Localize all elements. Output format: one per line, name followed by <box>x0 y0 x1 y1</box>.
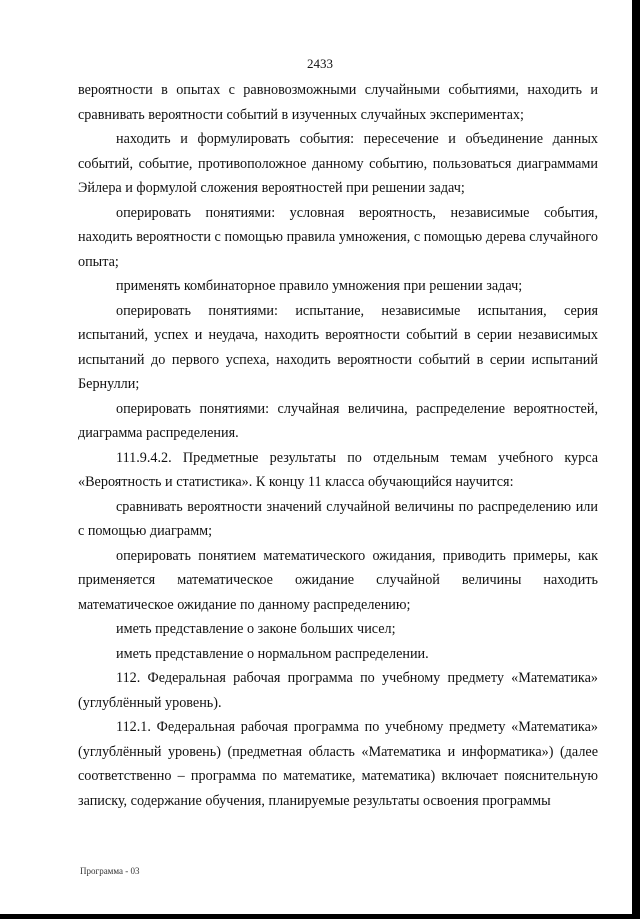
paragraph: оперировать понятием математического ожидания, приводить примеры, как применяется математическое ожидание случайной величины находить математическое ожидание по данному распределению; <box>78 547 598 613</box>
section-heading-111-9-4-2: 111.9.4.2. Предметные результаты по отдельным темам учебного курса «Вероятность и статистика». К концу 11 класса обучающийся научится: <box>78 449 598 490</box>
paragraph: оперировать понятиями: случайная величина, распределение вероятностей, диаграмма распределения. <box>78 400 598 441</box>
paragraph-continuation: вероятности в опытах с равновозможными случайными событиями, находить и сравнивать вероятности событий в изученных случайных экспериментах; <box>78 82 598 123</box>
paragraph: находить и формулировать события: пересечение и объединение данных событий, событие, противоположное данному событию, пользоваться диаграммами Эйлера и формулой сложения вероятностей при решении задач; <box>78 131 598 196</box>
paragraph: иметь представление о нормальном распределении. <box>116 645 429 662</box>
section-heading-112-1: 112.1. Федеральная рабочая программа по учебному предмету «Математика» (углублённый уровень) (предметная область «Математика и информатика») (далее соответственно – программа по математике, математика) включает пояснительную записку, содержание обучения, планируемые результаты освоения программы <box>78 719 598 809</box>
paragraph: оперировать понятиями: испытание, независимые испытания, серия испытаний, успех и неудача, находить вероятности событий в серии независимых испытаний до первого успеха, находить вероятности событий в серии испытаний Бернулли; <box>78 302 598 392</box>
scan-border-bottom <box>0 914 640 919</box>
body-text <box>78 78 598 813</box>
footer-code: Программа - 03 <box>80 866 140 876</box>
paragraph: сравнивать вероятности значений случайной величины по распределению или с помощью диаграмм; <box>78 498 598 539</box>
paragraph: иметь представление о законе больших чисел; <box>116 621 396 637</box>
scan-border-right <box>632 0 640 919</box>
section-heading-112: 112. Федеральная рабочая программа по учебному предмету «Математика» (углублённый уровень). <box>78 670 598 711</box>
page-number: 2433 <box>307 56 333 71</box>
paragraph: оперировать понятиями: условная вероятность, независимые события, находить вероятности с помощью правила умножения, с помощью дерева случайного опыта; <box>78 204 598 270</box>
paragraph: применять комбинаторное правило умножения при решении задач; <box>116 278 523 294</box>
